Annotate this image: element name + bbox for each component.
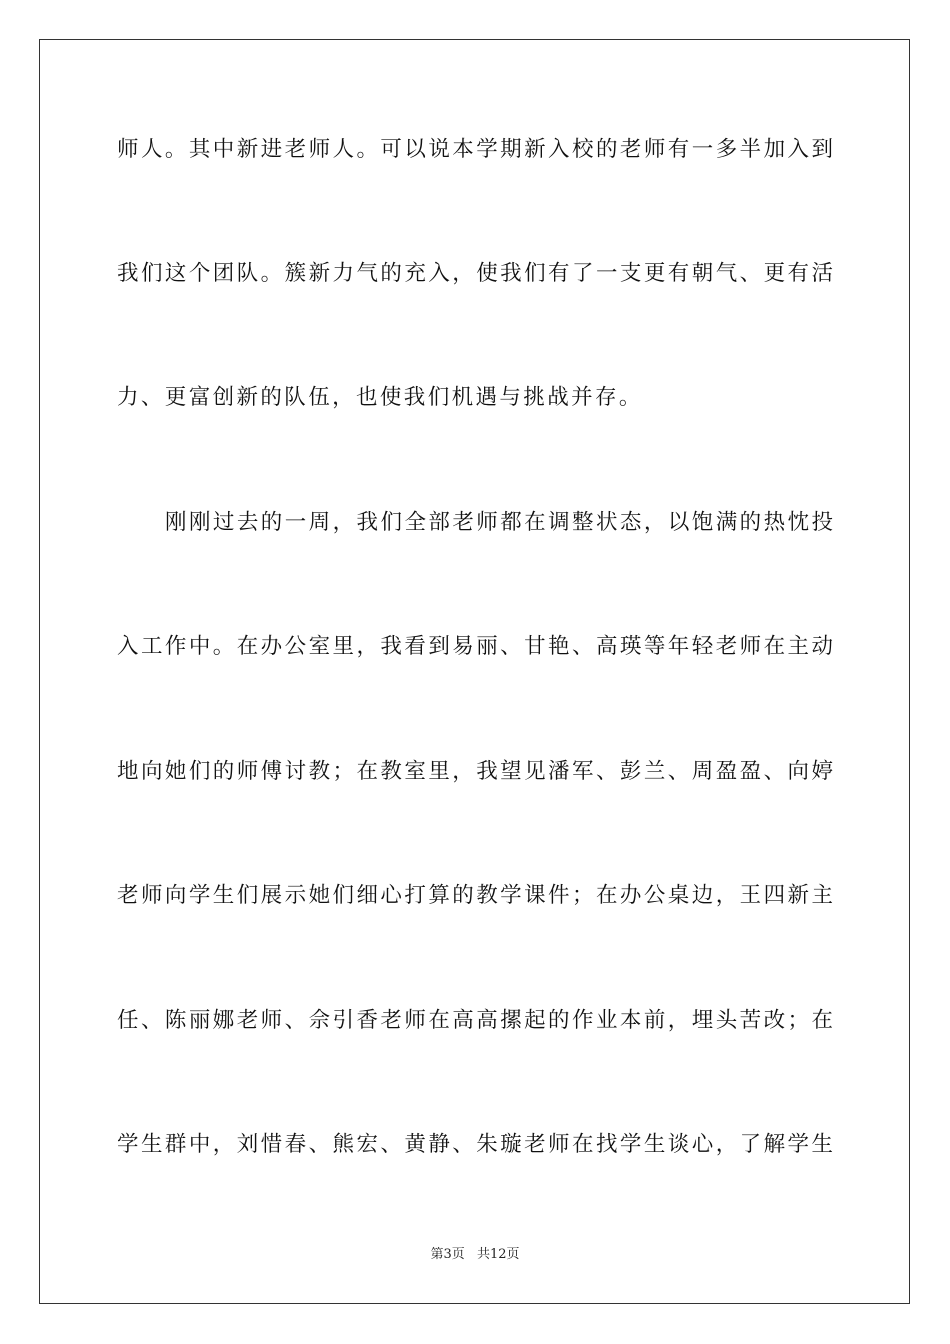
text-line: 地向她们的师傅讨教；在教室里，我望见潘军、彭兰、周盈盈、向婷	[117, 759, 833, 784]
text-line: 学生群中，刘惜春、熊宏、黄静、朱璇老师在找学生谈心，了解学生	[117, 1132, 833, 1157]
page-footer	[0, 1246, 950, 1264]
text-line: 入工作中。在办公室里，我看到易丽、甘艳、高瑛等年轻老师在主动	[117, 634, 833, 659]
text-line: 我们这个团队。簇新力气的充入，使我们有了一支更有朝气、更有活	[117, 261, 833, 286]
text-line: 师人。其中新进老师人。可以说本学期新入校的老师有一多半加入到	[117, 137, 833, 162]
page-border	[39, 39, 910, 1304]
text-line: 任、陈丽娜老师、佘引香老师在高高摞起的作业本前，埋头苦改；在	[117, 1008, 833, 1033]
paragraph-first-line: 刚刚过去的一周，我们全部老师都在调整状态，以饱满的热忱投	[165, 510, 833, 535]
text-line: 力、更富创新的队伍，也使我们机遇与挑战并存。	[117, 385, 643, 410]
text-line: 老师向学生们展示她们细心打算的教学课件；在办公桌边，王四新主	[117, 883, 833, 908]
page-total: 共12页	[476, 1247, 520, 1262]
page-number: 第3页	[430, 1247, 465, 1262]
